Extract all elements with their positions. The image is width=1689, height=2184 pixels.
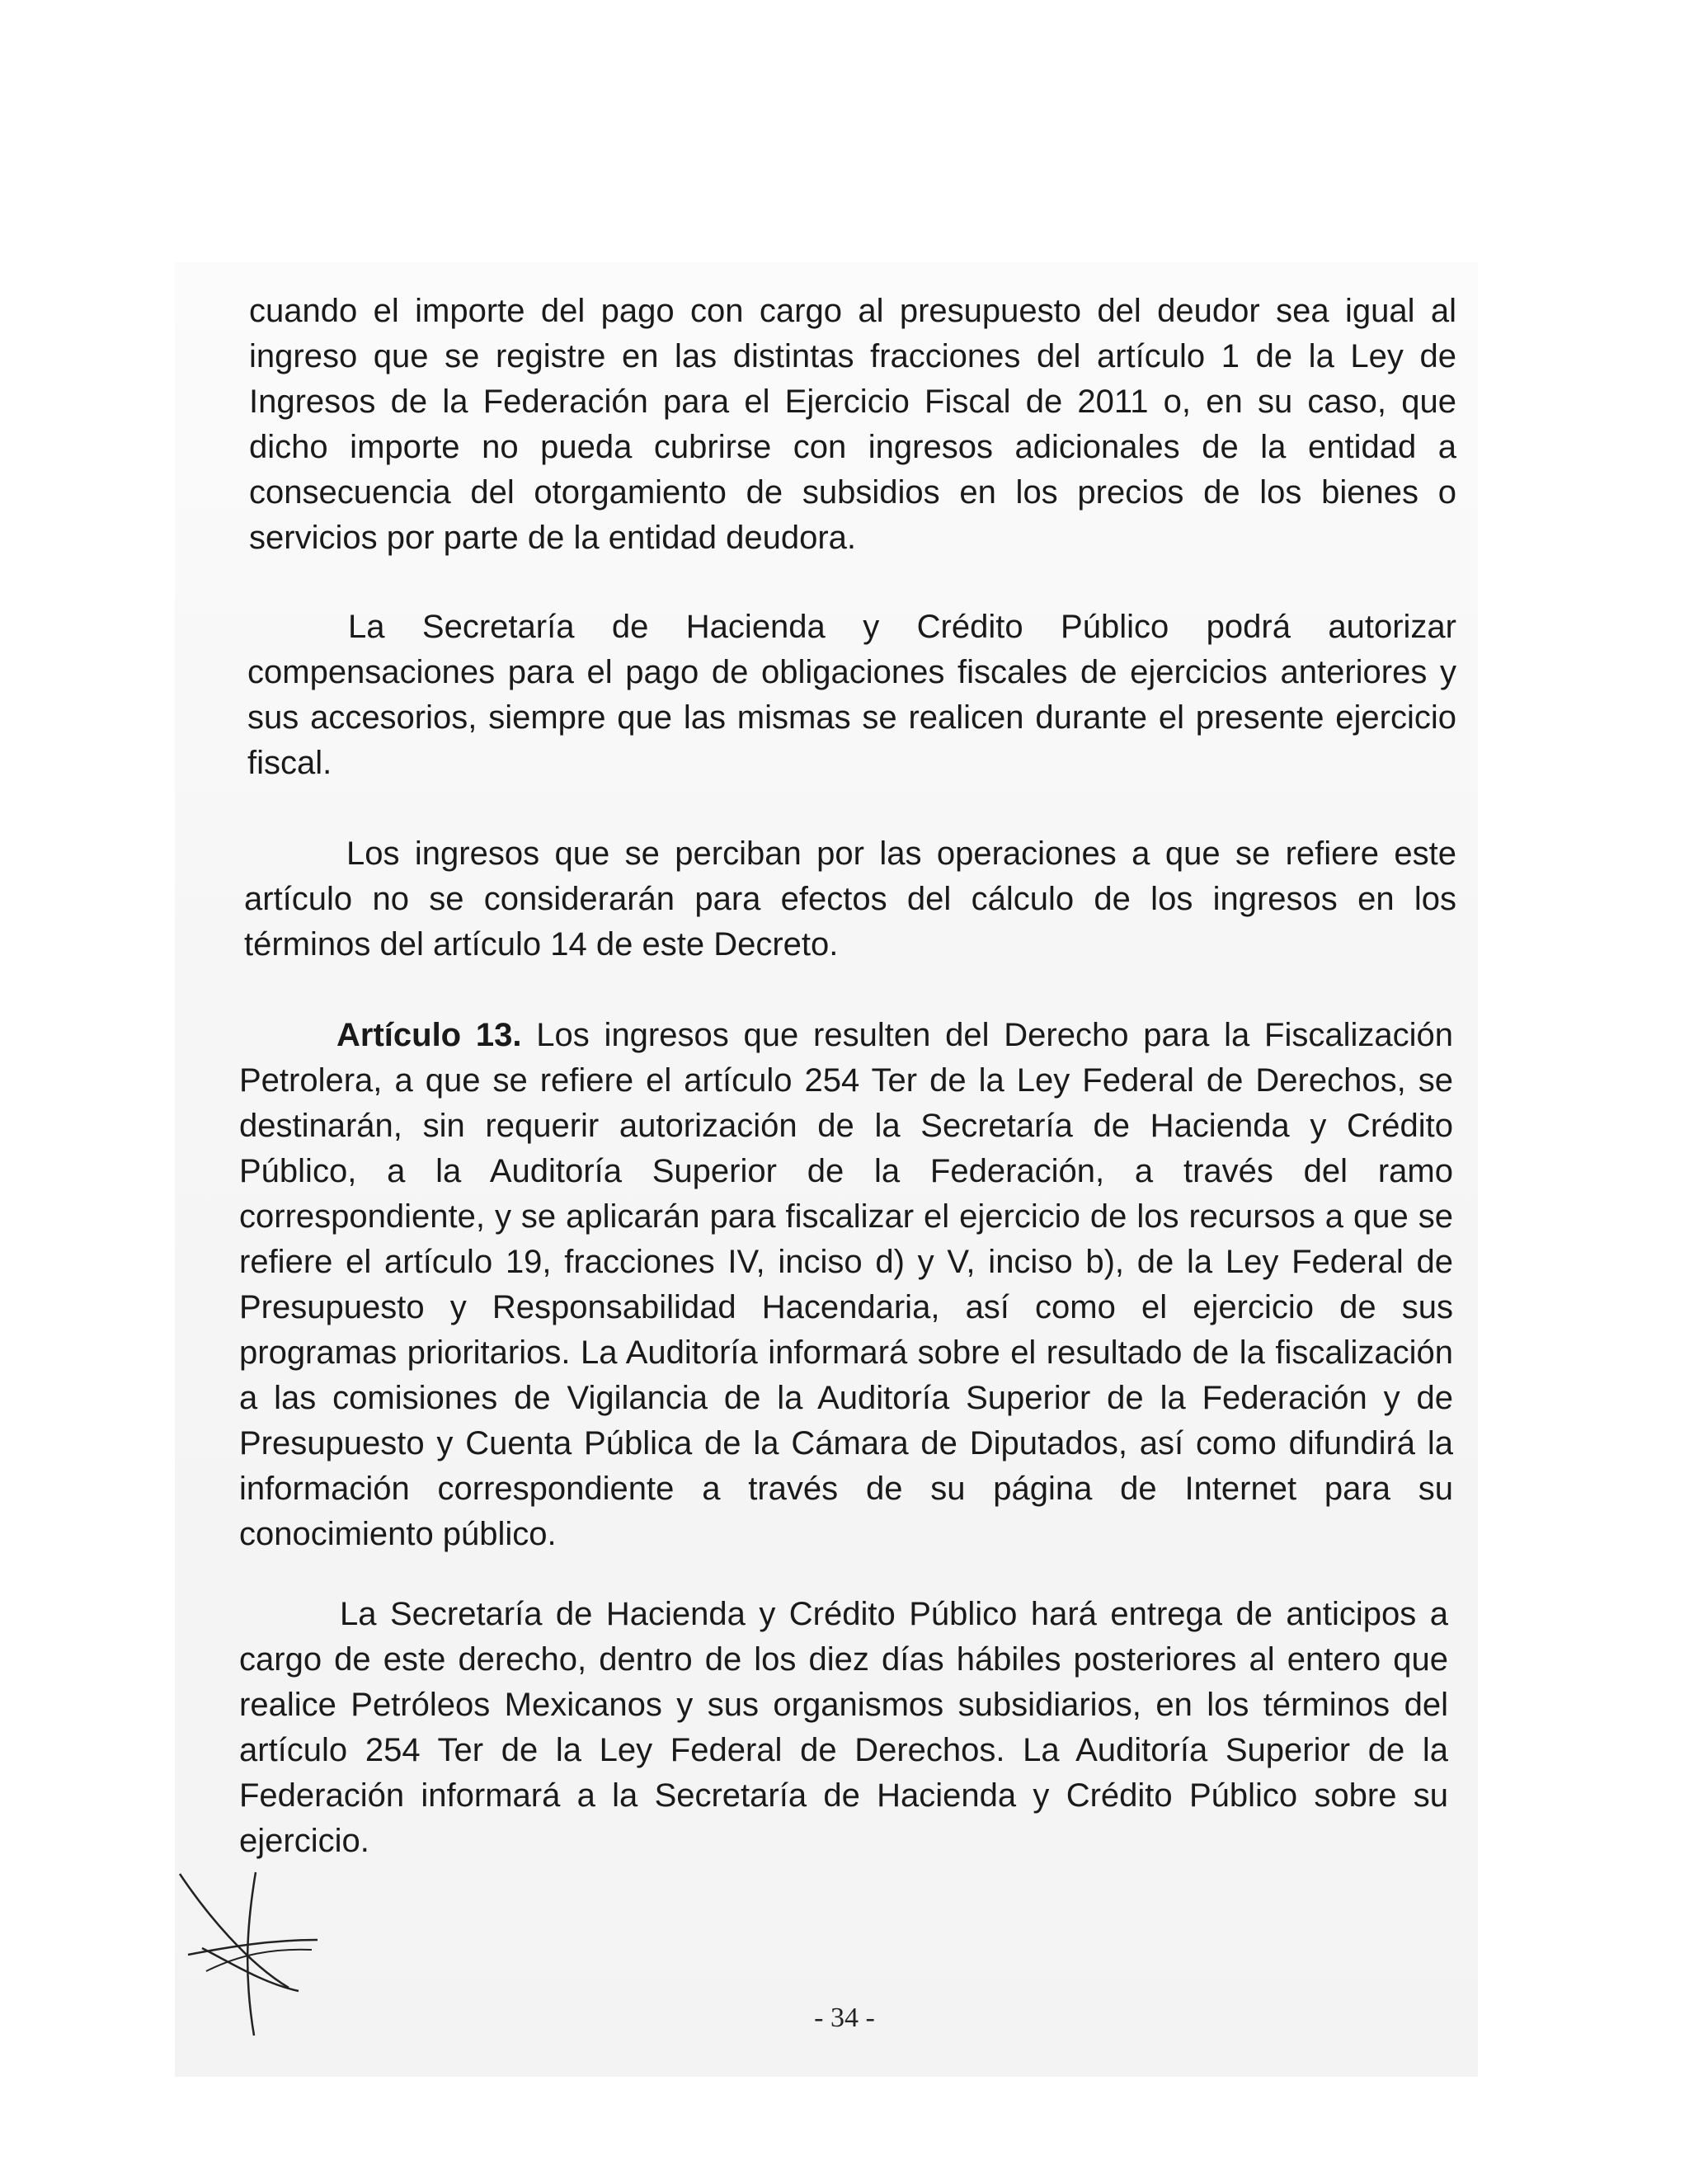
article-13-label: Artículo 13.	[336, 1017, 522, 1053]
article-13-text: Los ingresos que resulten del Derecho para la Fiscalización Petrolera, a que se refiere el artículo 254 Ter de la Ley Federal de Derechos, se destinarán, sin requerir autorización de la Secretaría de Hacienda y Crédito Público, a la Auditoría Superior de la Federación, a través del ramo correspondiente, y se aplicarán para fiscalizar el ejercicio de los recursos a que se refiere el artículo 19, fracciones IV, inciso d) y V, inciso b), de la Ley Federal de Presupuesto y Responsabilidad Hacendaria, así como el ejercicio de sus programas prioritarios. La Auditoría informará sobre el resultado de la fiscalización a las comisiones de Vigilancia de la Auditoría Superior de la Federación y de Presupuesto y Cuenta Pública de la Cámara de Diputados, así como difundirá la información correspondiente a través de su página de Internet para su conocimiento público.	[239, 1017, 1453, 1552]
page-number: - 34 -	[814, 2003, 875, 2033]
paragraph-continuation: cuando el importe del pago con cargo al presupuesto del deudor sea igual al ingreso que se registre en las distintas fracciones del artículo 1 de la Ley de Ingresos de la Federación para el Ejercicio Fiscal de 2011 o, en su caso, que dicho importe no pueda cubrirse con ingresos adicionales de la entidad a consecuencia del otorgamiento de subsidios en los precios de los bienes o servicios por parte de la entidad deudora.	[249, 293, 1456, 556]
paragraph-anticipos: La Secretaría de Hacienda y Crédito Público hará entrega de anticipos a cargo de este derecho, dentro de los diez días hábiles posteriores al entero que realice Petróleos Mexicanos y sus organismos subsidiarios, en los términos del artículo 254 Ter de la Ley Federal de Derechos. La Auditoría Superior de la Federación informará a la Secretaría de Hacienda y Crédito Público sobre su ejercicio.	[239, 1596, 1448, 1859]
paragraph-articulo-13	[239, 1013, 1453, 1557]
paragraph-compensaciones: La Secretaría de Hacienda y Crédito Público podrá autorizar compensaciones para el pago de obligaciones fiscales de ejercicios anteriores y sus accesorios, siempre que las mismas se realicen durante el presente ejercicio fiscal.	[247, 609, 1456, 781]
paragraph-ingresos-operaciones: Los ingresos que se perciban por las operaciones a que se refiere este artículo no se considerarán para efectos del cálculo de los ingresos en los términos del artículo 14 de este Decreto.	[244, 835, 1456, 963]
